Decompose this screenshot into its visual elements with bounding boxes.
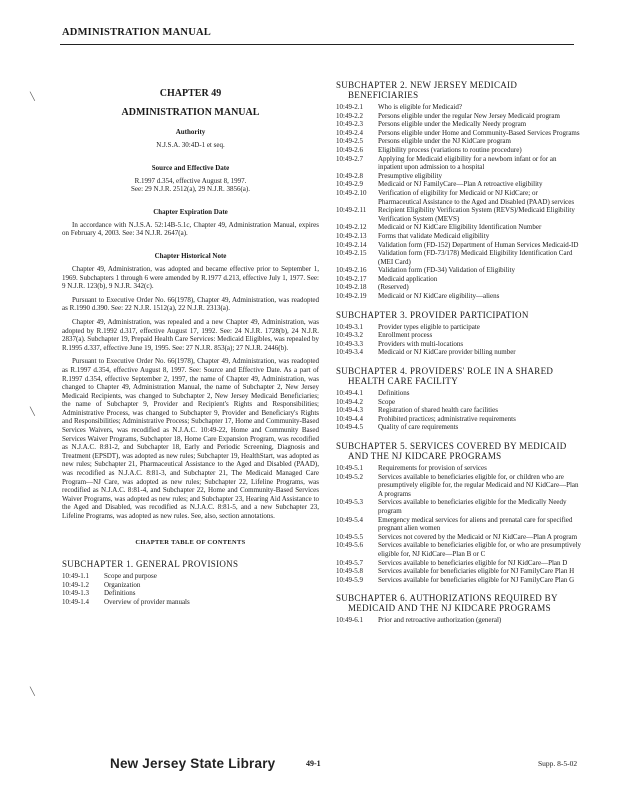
section-title: (Reserved) [378,283,409,292]
section-title: Who is eligible for Medicaid? [378,103,462,111]
source-line: R.1997 d.354, effective August 8, 1997. [134,176,247,185]
toc-entry [62,572,319,581]
section-title: Enrollment process [378,331,433,340]
section-number: 10:49-4.5 [336,423,364,432]
section-title: Medicaid application [378,274,438,283]
toc-entry [336,223,582,232]
section-number: 10:49-2.19 [336,292,367,301]
toc-entry [336,206,582,223]
section-number: 10:49-3.1 [336,322,364,331]
page-number: 49-1 [306,759,321,768]
section-title: Presumptive eligibility [378,171,442,180]
margin-tick-mark: ╲ [30,92,35,101]
section-title: Services available to beneficiaries eligible for, or who are presumptively eligible for, NJ KidCare—Plan B or C [378,541,582,558]
section-number: 10:49-3.4 [336,348,364,357]
expiration-text: In accordance with N.J.S.A. 52:14B-5.1c, Chapter 49, Administration Manual, expires on February 4, 2003. See: 34 N.J.R. 2647(a). [62,220,319,238]
section-number: 10:49-2.18 [336,283,367,292]
toc-entry [336,348,582,357]
subchapter-block [336,366,582,432]
section-title: Persons eligible under the regular New Jersey Medicaid program [378,111,560,120]
toc-entry [336,155,582,172]
toc-entry [336,283,582,292]
section-title: Medicaid or NJ FamilyCare—Plan A retroactive eligibility [378,180,543,189]
source-line: See: 29 N.J.R. 2512(a), 29 N.J.R. 3856(a). [131,185,250,194]
section-title: Medicaid or NJ KidCare provider billing number [378,348,516,357]
section-number: 10:49-5.9 [336,575,364,584]
section-number: 10:49-1.3 [62,589,90,598]
section-number: 10:49-2.15 [336,249,367,258]
history-heading: Chapter Historical Note [154,251,227,260]
toc-entry [336,533,582,542]
section-number: 10:49-5.2 [336,472,364,481]
subchapter-block [336,593,582,625]
authority-text: N.J.S.A. 30:4D-1 et seq. [156,141,225,149]
section-number: 10:49-5.5 [336,532,364,541]
toc-entry [336,137,582,146]
subchapter-heading: SUBCHAPTER 1. GENERAL PROVISIONS [62,559,239,570]
section-number: 10:49-4.3 [336,406,364,415]
section-number: 10:49-2.9 [336,180,364,189]
section-title: Services available for beneficiaries eligible for NJ FamilyCare Plan H [378,567,575,576]
history-paragraph: Chapter 49, Administration, was adopted and became effective prior to September 1, 1969. Subchapters 1 through 6 were amended by R.1977 d.213, effective July 1, 1977. See: 9 N.J.R. 123(b), 9 N.J.R. 342(c). [62,264,319,291]
section-number: 10:49-2.8 [336,171,364,180]
section-number: 10:49-2.12 [336,223,367,232]
subchapter-block [336,80,582,301]
section-title: Medicaid or NJ KidCare eligibility—aliens [378,292,500,301]
section-number: 10:49-4.2 [336,397,364,406]
section-number: 10:49-5.4 [336,515,364,524]
subchapter-heading-line: SUBCHAPTER 6. AUTHORIZATIONS REQUIRED BY [336,593,558,604]
toc-entry [336,146,582,155]
source-heading: Source and Effective Date [151,163,230,172]
section-title: Definitions [104,589,136,598]
section-title: Registration of shared health care facilities [378,406,498,415]
history-paragraph: Pursuant to Executive Order No. 66(1978), Chapter 49, Administration, was readopted as R.1990 d.390. See: 22 N.J.R. 1512(a), 22 N.J.R. 2313(a). [62,295,319,313]
section-title: Services available to beneficiaries eligible for the Medically Needy program [378,498,567,515]
toc-entry [336,473,582,499]
section-title: Verification of eligibility for Medicaid or NJ KidCare; or Pharmaceutical Assistance to the Aged and Disabled (PAAD) services [378,188,575,206]
section-title: Prior and retroactive authorization (general) [378,616,502,625]
section-title: Scope and purpose [104,572,157,581]
subchapter-heading-line: SUBCHAPTER 5. SERVICES COVERED BY MEDICAID [336,441,567,451]
subchapter-heading [336,80,582,100]
section-title: Requirements for provision of services [378,464,487,472]
toc-entry [336,498,582,515]
section-number: 10:49-2.3 [336,120,364,129]
section-number: 10:49-6.1 [336,616,364,625]
section-number: 10:49-2.17 [336,274,367,283]
subchapter-heading-line: SUBCHAPTER 2. NEW JERSEY MEDICAID [336,80,518,90]
toc-entry [336,241,582,250]
section-number: 10:49-3.3 [336,339,364,348]
expiration-heading: Chapter Expiration Date [153,207,228,216]
section-number: 10:49-2.4 [336,128,364,137]
toc-entry [336,398,582,407]
left-column [62,80,319,607]
section-number: 10:49-2.13 [336,231,367,240]
history-paragraph: Chapter 49, Administration, was repealed and a new Chapter 49, Administration, was adopted by R.1992 d.317, effective August 17, 1992. See: 24 N.J.R. 1728(b), 24 N.J.R. 2837(a). Subchapter 19, Prepaid Health Care Services: Medicaid Eligibles, was repealed by R.1995 d.337, effective June 19, 1995. See: 27 N.J.R. 853(a); 27 N.J.R. 2446(b). [62,317,319,352]
toc-entry [336,415,582,424]
toc-entry [62,598,319,607]
toc-entry [336,129,582,138]
section-title: Forms that validate Medicaid eligibility [378,231,490,240]
section-number: 10:49-5.6 [336,541,364,550]
toc-entry [336,340,582,349]
toc-entry [336,172,582,181]
section-number: 10:49-4.4 [336,414,364,423]
toc-entry [336,275,582,284]
header-rule [60,44,574,45]
section-number: 10:49-1.2 [62,580,90,589]
toc-entry [336,249,582,266]
section-number: 10:49-4.1 [336,389,364,398]
toc-entry [62,589,319,598]
section-number: 10:49-5.7 [336,558,364,567]
section-title: Validation form (FD-73/178) Medicaid Eligibility Identification Card (MEI Card) [378,249,573,266]
toc-entry [336,616,582,625]
toc-entry [336,389,582,398]
toc-entry [336,464,582,473]
section-title: Providers with multi-locations [378,339,464,348]
section-number: 10:49-5.1 [336,464,364,472]
toc-entry [336,180,582,189]
toc-entry [62,581,319,590]
subchapter-block [336,310,582,357]
section-number: 10:49-2.14 [336,240,367,249]
section-title: Overview of provider manuals [104,597,190,606]
toc-entry [336,406,582,415]
toc-entry [336,331,582,340]
subchapter-heading-line: BENEFICIARIES [348,90,419,100]
toc-entry [336,516,582,533]
subchapter-heading-line: SUBCHAPTER 4. PROVIDERS' ROLE IN A SHARED [336,366,554,377]
margin-tick-mark: ╲ [30,407,35,416]
section-title: Services not covered by the Medicaid or NJ KidCare—Plan A program [378,532,578,541]
section-number: 10:49-5.8 [336,567,364,576]
toc-entry [336,323,582,332]
section-number: 10:49-2.1 [336,103,364,111]
toc-entry [336,103,582,112]
toc-entry [336,292,582,301]
section-title: Validation form (FD-34) Validation of Eligibility [378,266,515,275]
section-number: 10:49-2.7 [336,154,364,163]
subchapter-heading [336,441,582,461]
section-number: 10:49-1.4 [62,597,90,606]
toc-entry [336,559,582,568]
section-number: 10:49-2.5 [336,137,364,146]
section-title: Organization [104,580,141,589]
section-title: Quality of care requirements [378,423,459,432]
section-title: Definitions [378,389,410,398]
subchapter-block [336,441,582,584]
toc-entry [336,576,582,585]
toc-entry [336,189,582,206]
section-title: Emergency medical services for aliens and prenatal care for specified pregnant alien women [378,515,573,533]
section-title: Persons eligible under the Medically Needy program [378,120,527,129]
subchapter-heading [336,310,582,320]
section-title: Applying for Medicaid eligibility for a newborn infant or for an inpatient upon admission to a hospital [378,154,557,172]
subchapter-heading-line: MEDICAID AND THE NJ KIDCARE PROGRAMS [348,603,551,614]
section-title: Services available for beneficiaries eligible for NJ FamilyCare Plan G [378,575,575,584]
section-title: Eligibility process (variations to routine procedure) [378,145,522,154]
section-title: Prohibited practices; administrative requirements [378,414,516,423]
subchapter-heading [336,593,582,613]
authority-heading: Authority [175,128,206,136]
section-number: 10:49-1.1 [62,572,90,581]
subchapter-heading [336,366,582,386]
subchapter-heading-line: HEALTH CARE FACILITY [348,376,458,387]
margin-tick-mark: ╲ [30,687,35,696]
section-number: 10:49-5.3 [336,498,364,507]
chapter-title: ADMINISTRATION MANUAL [121,107,260,118]
toc-entry [336,423,582,432]
toc-entry [336,567,582,576]
section-number: 10:49-2.16 [336,266,367,275]
subchapter-heading-line: SUBCHAPTER 3. PROVIDER PARTICIPATION [336,309,529,320]
toc-entry [336,120,582,129]
toc-entry [336,112,582,121]
section-title: Scope [378,397,396,406]
right-column [336,80,582,634]
supplement-date: Supp. 8-5-02 [538,759,578,768]
section-title: Medicaid or NJ KidCare Eligibility Identification Number [378,223,542,232]
section-title: Recipient Eligibility Verification System (REVS)/Medicaid Eligibility Verification System (MEVS) [378,206,575,223]
library-stamp: New Jersey State Library [110,756,276,771]
section-number: 10:49-2.6 [336,145,364,154]
section-title: Persons eligible under the NJ KidCare program [378,137,511,146]
section-number: 10:49-2.2 [336,111,364,120]
toc-entry [336,266,582,275]
subchapter-heading-line: AND THE NJ KIDCARE PROGRAMS [348,451,502,461]
section-title: Validation form (FD-152) Department of Human Services Medicaid-ID [378,240,579,249]
section-number: 10:49-2.10 [336,188,367,197]
section-title: Services available to beneficiaries eligible for, or children who are presumptively eligible for, the regular Medicaid and NJ KidCare—Plan A programs [378,472,579,498]
toc-heading: CHAPTER TABLE OF CONTENTS [135,538,246,546]
section-title: Provider types eligible to participate [378,322,480,331]
chapter-number: CHAPTER 49 [159,88,222,99]
section-number: 10:49-3.2 [336,331,364,340]
section-title: Services available to beneficiaries eligible for NJ KidCare—Plan D [378,558,568,567]
section-number: 10:49-2.11 [336,206,367,215]
running-head: ADMINISTRATION MANUAL [62,27,211,38]
history-paragraph: Pursuant to Executive Order No. 66(1978), Chapter 49, Administration, was readopted as R.1997 d.354, effective August 8, 1997. See: Source and Effective Date. As a part of R.1997 d.354, effective September 2, 1997, the name of Chapter 49, Administration, was changed to Chapter 49, Administration Manual, the name of Subchapter 2, New Jersey Medicaid Recipients, was changed to Subchapter 2, New Jersey Medicaid Beneficiaries; the name of Subchapter 9, Provider and Recipient's Rights and Responsibilities; Administrative Process, was changed to Subchapter 9, Provider and Beneficiary's Rights and Responsibilities; Administrative Process; Subchapter 17, Home and Community-Based Services Waivers, was recodified as N.J.A.C. 10:49-22, Home and Community Based Services Waiver Programs, Subchapter 18, Home Care Expansion Program, was recodified as N.J.A.C. 8:81-2, and Subchapter 18, Early and Periodic Screening, Diagnosis and Treatment (EPSDT), was adopted as new rules; Subchapter 19, HealthStart, was adopted as new rules; Subchapter 21, Pharmaceutical Assistance to the Aged and Disabled (PAAD), was recodified as N.J.A.C. 8:81-3, and Subchapter 21, The Medicaid Managed Care Program—NJ Care, was adopted as new rules; Subchapter 22, Lifeline Programs, was recodified as N.J.A.C. 8:81-4, and Subchapter 22, Home and Community-Based Services Waiver Programs, was adopted as new rules; and Subchapter 23, Hearing Aid Assistance to the Aged and Disabled, was recodified as N.J.A.C. 8:81-5, and a new Subchapter 23, Lifeline Programs, was adopted as new rules. See, also, section annotations. [62,357,319,520]
section-title: Persons eligible under Home and Community-Based Services Programs [378,128,580,137]
page-footer [0,756,618,772]
toc-entry [336,541,582,558]
toc-entry [336,232,582,241]
